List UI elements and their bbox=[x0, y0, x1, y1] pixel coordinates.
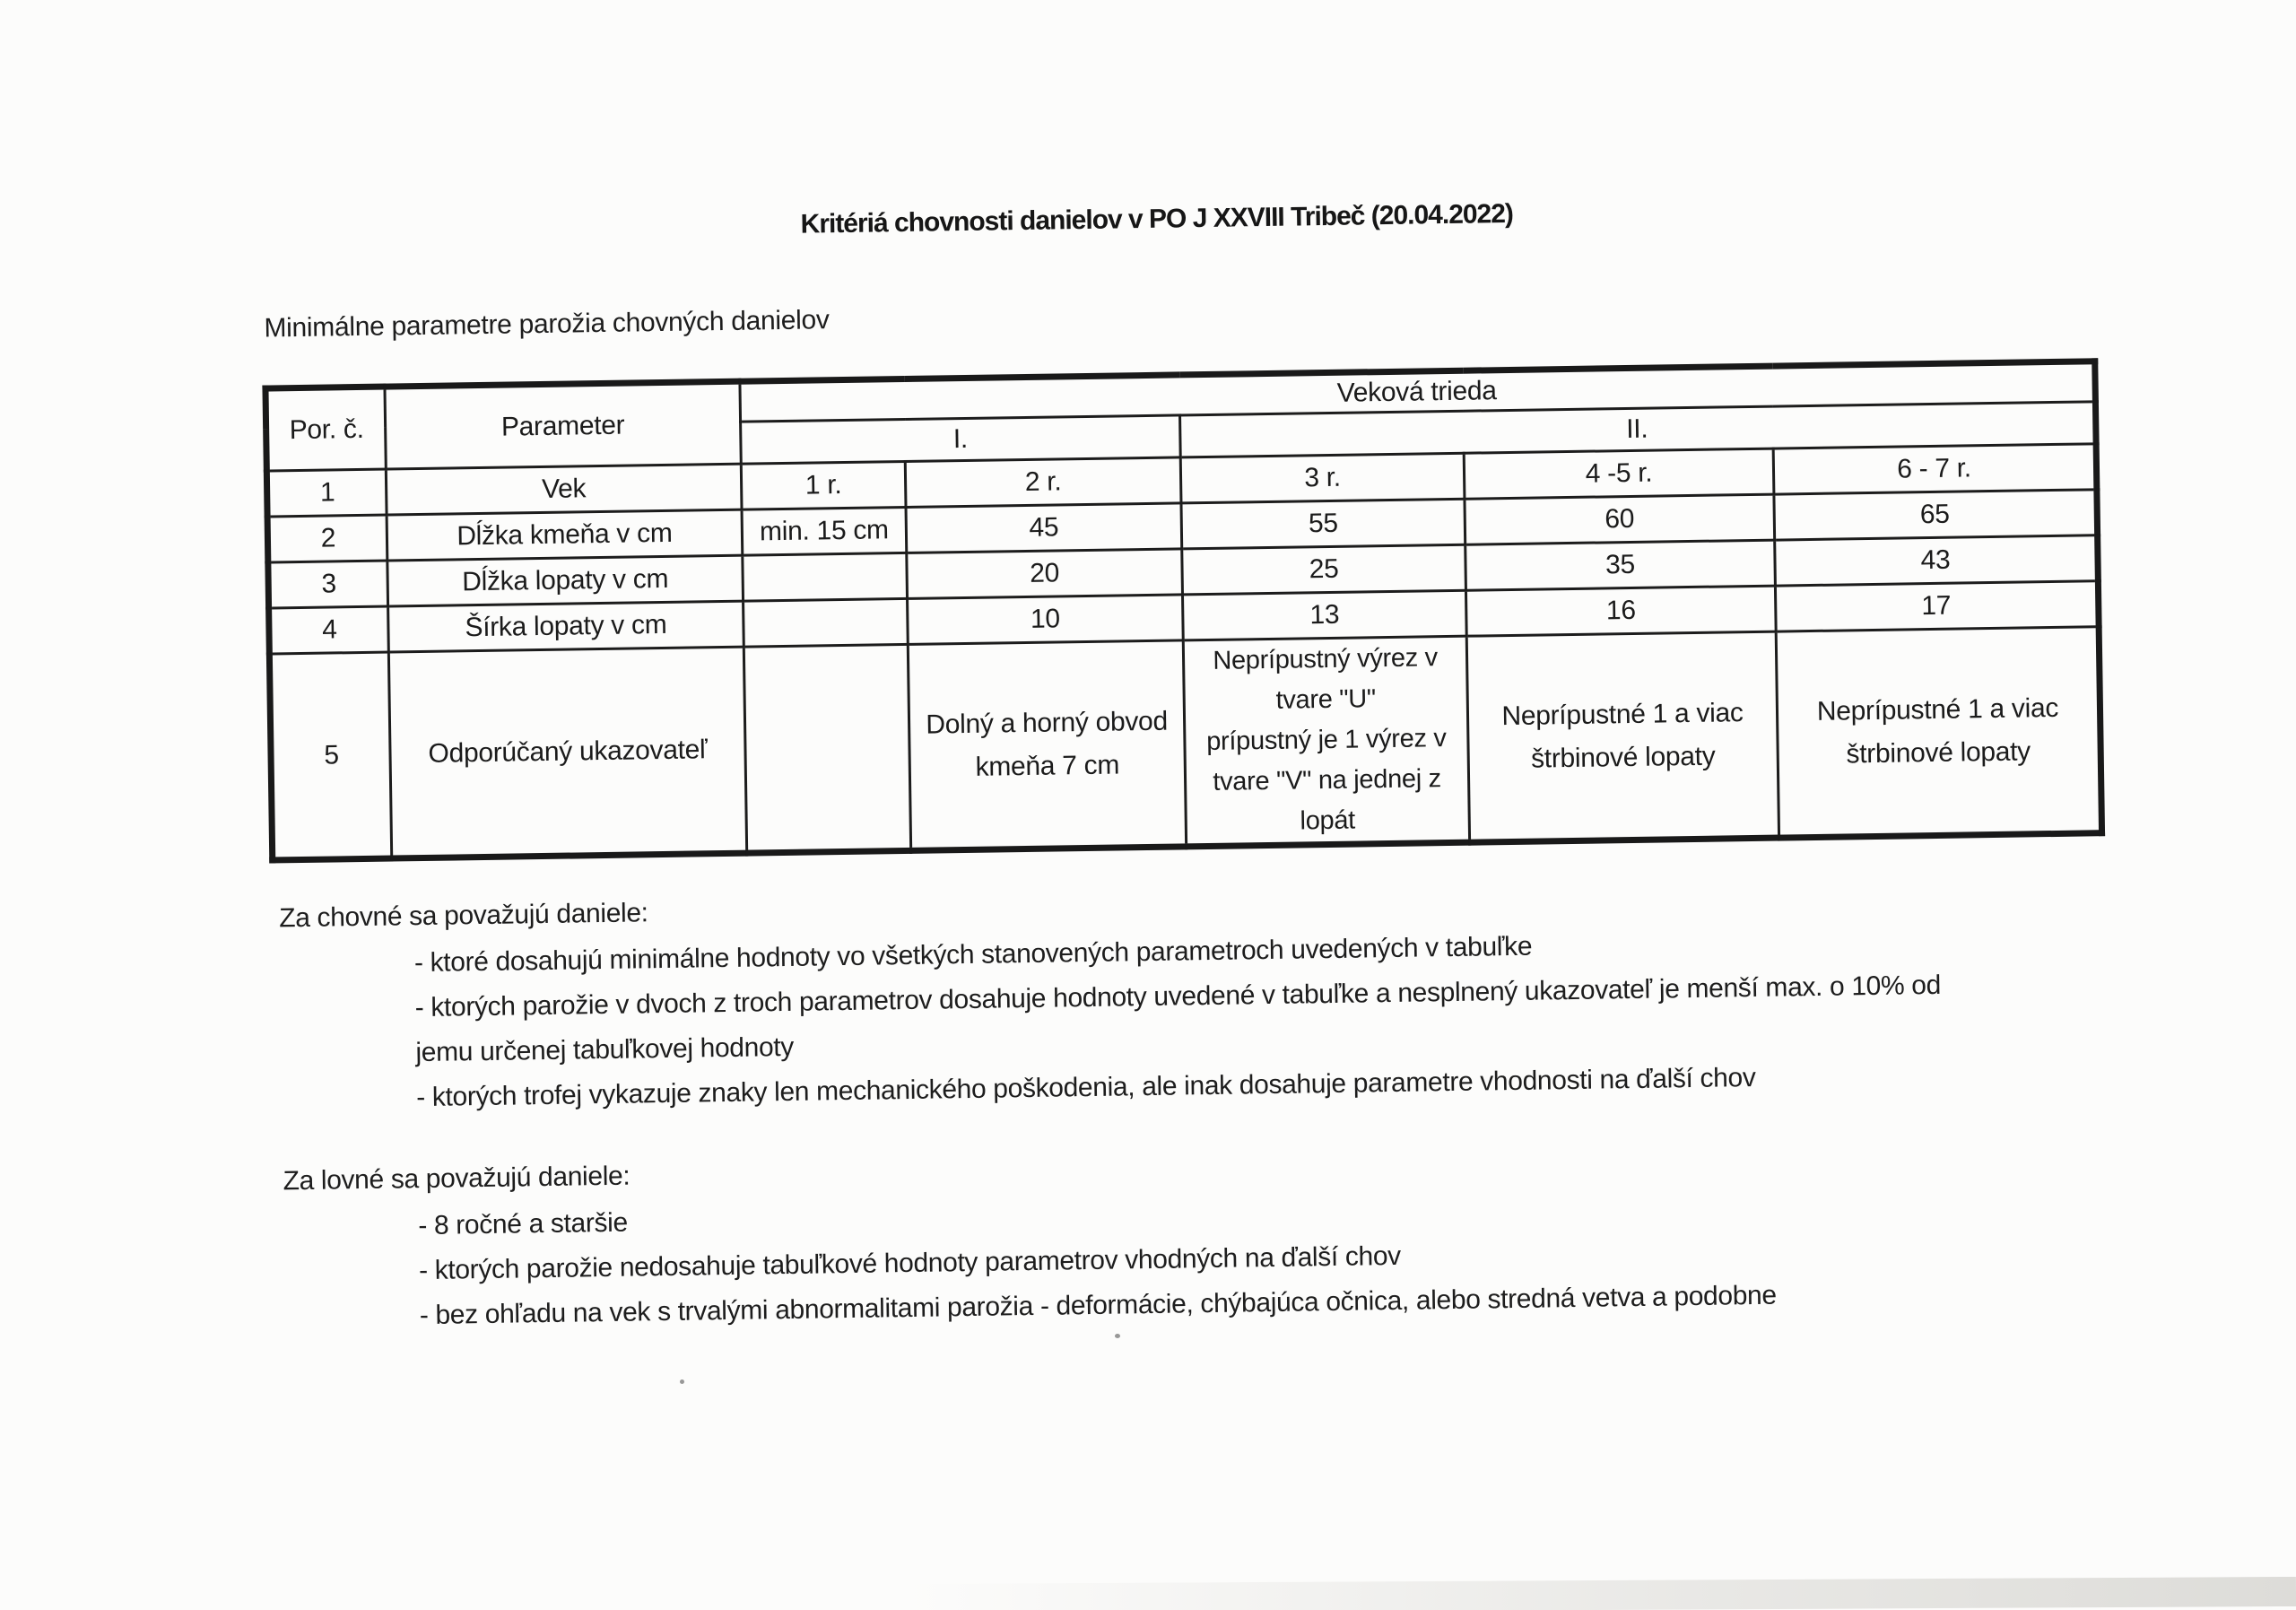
cell-value: 43 bbox=[1775, 535, 2099, 586]
bullet-line-continuation: jemu určenej tabuľkovej hodnoty bbox=[415, 1031, 795, 1068]
cell-value: Neprípustný výrez v tvare "U" prípustný je 1 výrez v tvare "V" na jednej z lopát bbox=[1183, 636, 1469, 847]
cell-value: 10 bbox=[908, 595, 1184, 645]
row-number: 1 bbox=[266, 469, 387, 517]
row-number: 5 bbox=[269, 652, 391, 860]
cell-value: Neprípustné 1 a viac štrbinové lopaty bbox=[1776, 627, 2101, 838]
table-row bbox=[269, 627, 2101, 860]
bullet-line: - ktorých parožie nedosahuje tabuľkové hodnoty parametrov vhodných na ďalší chov bbox=[418, 1240, 1402, 1286]
cell-value: min. 15 cm bbox=[742, 507, 907, 555]
bullet-line: - ktoré dosahujú minimálne hodnoty vo všetkých stanovených parametroch uvedených v tabuľke bbox=[413, 931, 1533, 979]
cell-value: 17 bbox=[1775, 581, 2099, 631]
row-parameter: Šírka lopaty v cm bbox=[388, 601, 744, 652]
section-items bbox=[414, 923, 1943, 1125]
cell-value: 16 bbox=[1465, 586, 1776, 636]
row-number: 2 bbox=[267, 515, 387, 562]
cell-value: Dolný a horný obvod kmeňa 7 cm bbox=[908, 640, 1186, 851]
cell-value: 55 bbox=[1181, 499, 1465, 549]
bullet-line: - ktorých trofej vykazuje znaky len mechanického poškodenia, ale inak dosahuje parametre vhodnosti na ďalší chov bbox=[415, 1062, 1756, 1113]
cell-value bbox=[743, 553, 908, 601]
cell-value: 2 r. bbox=[905, 457, 1181, 508]
header-class-I: I. bbox=[741, 415, 1181, 464]
section-heading: Za lovné sa považujú daniele: bbox=[283, 1161, 631, 1197]
cell-value: 20 bbox=[907, 549, 1183, 599]
section-breeding-criteria bbox=[279, 876, 1943, 1127]
document-title: Kritériá chovnosti danielov v PO J XXVIII Tribeč (20.04.2022) bbox=[800, 198, 1514, 239]
row-parameter: Vek bbox=[386, 464, 742, 515]
header-parameter: Parameter bbox=[385, 381, 741, 469]
section-items bbox=[418, 1188, 1777, 1343]
scan-speck bbox=[1115, 1334, 1120, 1338]
row-parameter: Odporúčaný ukazovateľ bbox=[388, 647, 746, 858]
row-number: 3 bbox=[268, 561, 388, 608]
bullet-line: - ktorých parožie v dvoch z troch parametrov dosahuje hodnoty uvedené v tabuľke a nesplnený ukazovateľ je menší max. o 10% od bbox=[414, 970, 1942, 1023]
row-number: 4 bbox=[269, 606, 389, 654]
section-heading: Za chovné sa považujú daniele: bbox=[278, 898, 648, 934]
scan-speck bbox=[680, 1379, 684, 1384]
cell-value: Neprípustné 1 a viac štrbinové lopaty bbox=[1466, 631, 1779, 842]
cell-value: 45 bbox=[906, 503, 1182, 553]
document-subtitle: Minimálne parametre parožia chovných danielov bbox=[264, 305, 830, 344]
bullet-line: - bez ohľadu na vek s trvalými abnormalitami parožia - deformácie, chýbajúca očnica, alebo stredná vetva a podobne bbox=[419, 1280, 1777, 1331]
cell-value: 13 bbox=[1182, 590, 1466, 640]
row-parameter: Dĺžka lopaty v cm bbox=[387, 555, 744, 606]
cell-value: 1 r. bbox=[741, 461, 906, 509]
cell-value: 6 - 7 r. bbox=[1773, 444, 2097, 494]
section-hunting-criteria bbox=[283, 1142, 1777, 1345]
row-parameter: Dĺžka kmeňa v cm bbox=[387, 509, 743, 561]
header-class-II: II. bbox=[1180, 402, 2097, 457]
cell-value: 35 bbox=[1465, 540, 1776, 590]
criteria-table bbox=[262, 358, 2105, 863]
header-vekova-trieda: Veková trieda bbox=[740, 361, 2096, 422]
cell-value: 4 -5 r. bbox=[1464, 448, 1774, 499]
cell-value: 25 bbox=[1182, 544, 1466, 595]
cell-value bbox=[744, 598, 909, 647]
cell-value: 3 r. bbox=[1180, 453, 1465, 503]
cell-value bbox=[744, 644, 910, 853]
cell-value: 60 bbox=[1465, 494, 1775, 544]
header-por-c: Por. č. bbox=[265, 387, 386, 471]
cell-value: 65 bbox=[1774, 490, 2098, 540]
bullet-line: - 8 ročné a staršie bbox=[418, 1207, 629, 1241]
